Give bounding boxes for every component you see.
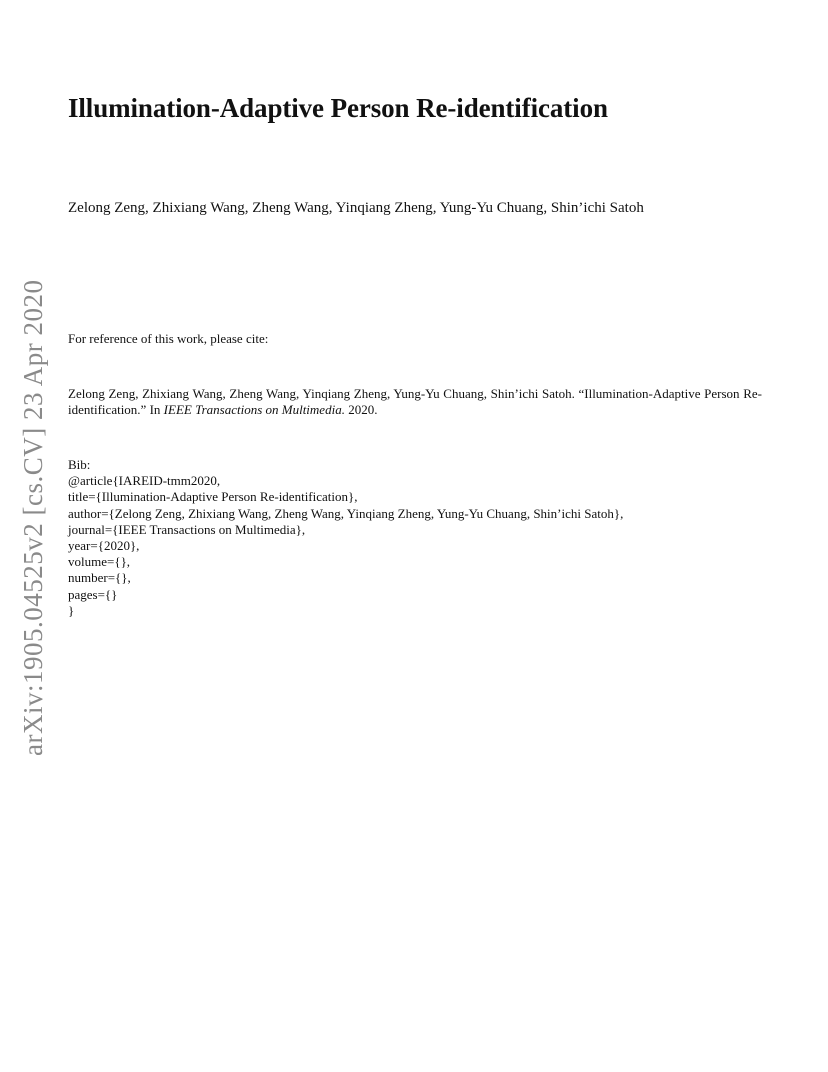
bib-line: title={Illumination-Adaptive Person Re-identification}, xyxy=(68,489,358,505)
bibtex-block xyxy=(68,457,623,619)
citation-journal: IEEE Transactions on Multimedia. xyxy=(163,402,345,417)
citation-year: 2020. xyxy=(348,402,378,417)
bib-line: @article{IAREID-tmm2020, xyxy=(68,473,221,489)
bib-line: author={Zelong Zeng, Zhixiang Wang, Zheng Wang, Yinqiang Zheng, Yung-Yu Chuang, Shin’ichi Satoh}, xyxy=(68,505,624,521)
paper-title: Illumination-Adaptive Person Re-identification xyxy=(68,93,608,123)
bib-line: } xyxy=(68,602,75,618)
bib-line: pages={} xyxy=(68,586,118,602)
bib-heading: Bib: xyxy=(68,457,91,472)
bib-line: journal={IEEE Transactions on Multimedia}, xyxy=(68,521,306,537)
bib-line: year={2020}, xyxy=(68,538,140,554)
author-list: Zelong Zeng, Zhixiang Wang, Zheng Wang, Yinqiang Zheng, Yung-Yu Chuang, Shin’ichi Satoh xyxy=(68,200,644,216)
citation-reference xyxy=(68,386,762,418)
arxiv-identifier: arXiv:1905.04525v2 [cs.CV] 23 Apr 2020 xyxy=(18,279,48,756)
citation-text: Zelong Zeng, Zhixiang Wang, Zheng Wang, Yinqiang Zheng, Yung-Yu Chuang, Shin’ichi Satoh. “Illumination-Adaptive Person Re-identification.” In xyxy=(68,386,762,417)
bib-line: volume={}, xyxy=(68,554,131,570)
bib-line: number={}, xyxy=(68,570,131,586)
cite-intro: For reference of this work, please cite: xyxy=(68,331,269,346)
